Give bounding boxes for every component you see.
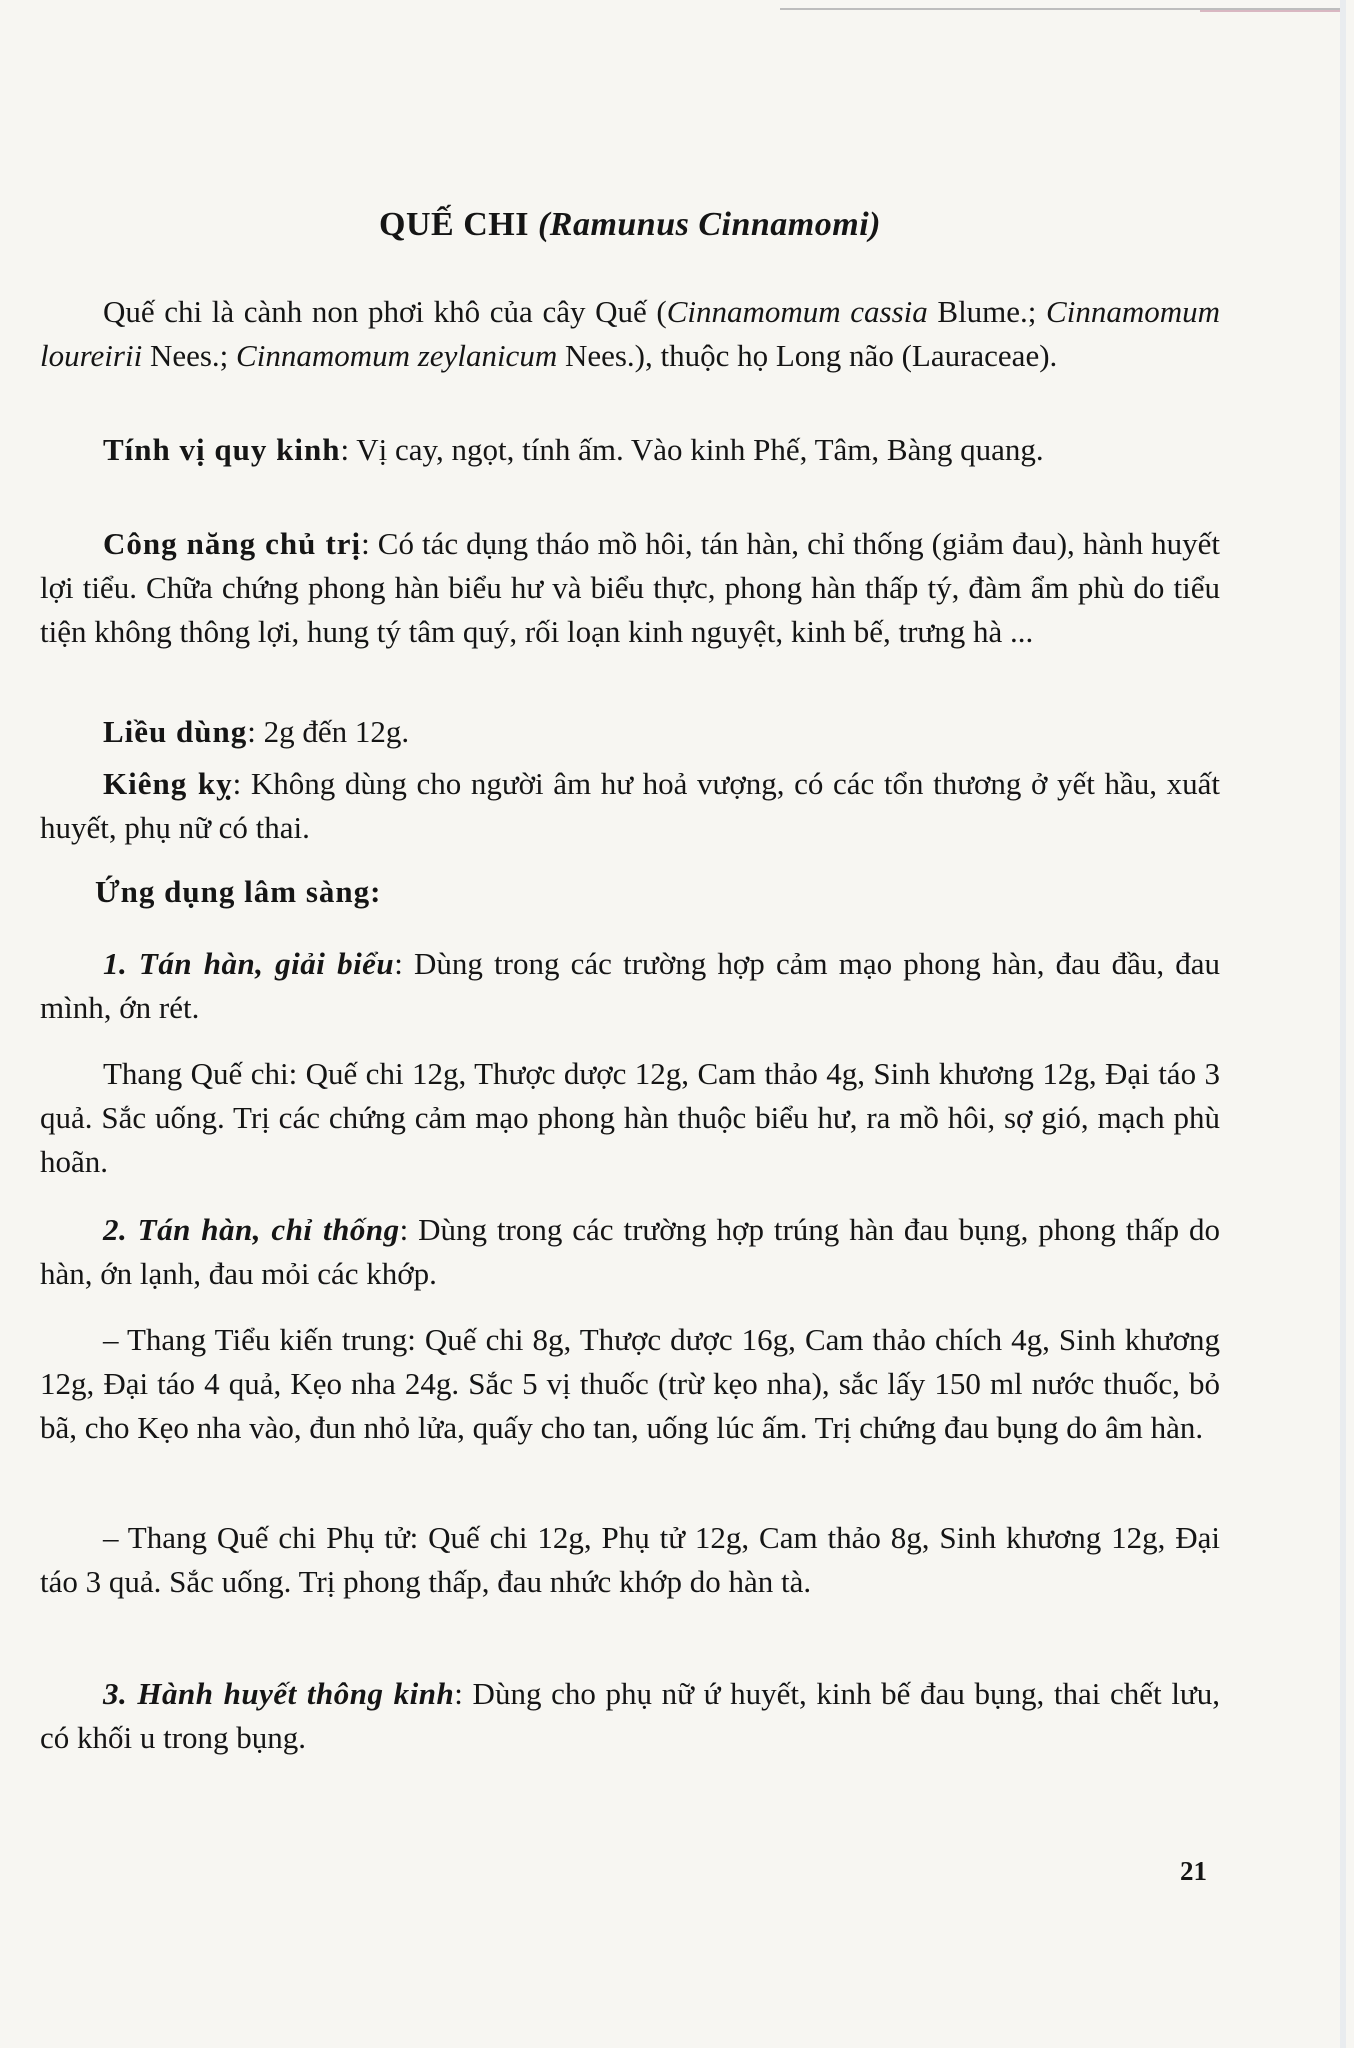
top-rule-accent xyxy=(1200,10,1340,12)
species-name-3: Cinnamomum zeylanicum xyxy=(236,338,558,373)
intro-paragraph xyxy=(40,290,1220,378)
section-2-formula-1: – Thang Tiểu kiến trung: Quế chi 8g, Thược dược 16g, Cam thảo chích 4g, Sinh khương 12g, Đại táo 4 quả, Kẹo nha 24g. Sắc 5 vị thuốc (trừ kẹo nha), sắc lấy 150 ml nước thuốc, bỏ bã, cho Kẹo nha vào, đun nhỏ lửa, quấy cho tan, uống lúc ấm. Trị chứng đau bụng do âm hàn. xyxy=(40,1322,1220,1445)
tinh-vi-text: : Vị cay, ngọt, tính ấm. Vào kinh Phế, Tâm, Bàng quang. xyxy=(340,432,1044,467)
kieng-ky-paragraph xyxy=(40,762,1220,850)
section-2-paragraph xyxy=(40,1208,1220,1296)
page-title xyxy=(40,206,1220,244)
lieu-dung-paragraph xyxy=(40,710,1220,754)
section-3-text: : Dùng cho phụ nữ ứ huyết, kinh bế đau bụng, thai chết lưu, có khối u trong bụng. xyxy=(40,1676,1220,1755)
title-main: QUẾ CHI xyxy=(379,206,529,243)
section-1-label: 1. Tán hàn, giải biểu xyxy=(103,946,395,981)
intro-text-1: Quế chi là cành non phơi khô của cây Quế ( xyxy=(103,294,667,329)
cong-nang-label: Công năng chủ trị xyxy=(103,526,362,561)
tinh-vi-paragraph xyxy=(40,428,1220,472)
kieng-ky-text: : Không dùng cho người âm hư hoả vượng, có các tổn thương ở yết hầu, xuất huyết, phụ nữ có thai. xyxy=(40,766,1220,845)
intro-text-3: Nees.; xyxy=(142,338,237,373)
section-2-label: 2. Tán hàn, chỉ thống xyxy=(103,1212,400,1247)
section-2-formula-2: – Thang Quế chi Phụ tử: Quế chi 12g, Phụ tử 12g, Cam thảo 8g, Sinh khương 12g, Đại táo 3 quả. Sắc uống. Trị phong thấp, đau nhức khớp do hàn tà. xyxy=(40,1520,1220,1599)
section-1-paragraph xyxy=(40,942,1220,1030)
lieu-dung-label: Liều dùng xyxy=(103,714,248,749)
section-3-paragraph xyxy=(40,1672,1220,1760)
intro-text-2: Blume.; xyxy=(927,294,1047,329)
title-latin: (Ramunus Cinnamomi) xyxy=(537,206,881,243)
species-name-1: Cinnamomum cassia xyxy=(666,294,928,329)
section-1-formula: Thang Quế chi: Quế chi 12g, Thược dược 12g, Cam thảo 4g, Sinh khương 12g, Đại táo 3 quả. Sắc uống. Trị các chứng cảm mạo phong hàn thuộc biểu hư, ra mồ hôi, sợ gió, mạch phù hoãn. xyxy=(40,1056,1220,1179)
section-2-text: : Dùng trong các trường hợp trúng hàn đau bụng, phong thấp do hàn, ớn lạnh, đau mỏi các khớp. xyxy=(40,1212,1220,1291)
tinh-vi-label: Tính vị quy kinh xyxy=(103,432,341,467)
lieu-dung-text: : 2g đến 12g. xyxy=(247,714,410,749)
section-3-label: 3. Hành huyết thông kinh xyxy=(103,1676,455,1711)
kieng-ky-label: Kiêng kỵ xyxy=(103,766,233,801)
ung-dung-heading-text: Ứng dụng lâm sàng: xyxy=(95,874,382,909)
species-name-2: Cinnamomum loureirii xyxy=(40,294,1220,373)
intro-text-4: Nees.), thuộc họ Long não (Lauraceae). xyxy=(557,338,1058,373)
cong-nang-text: : Có tác dụng tháo mồ hôi, tán hàn, chỉ thống (giảm đau), hành huyết lợi tiểu. Chữa chứng phong hàn biểu hư và biểu thực, phong hàn thấp tý, đàm ẩm phù do tiểu tiện không thông lợi, hung tý tâm quý, rối loạn kinh nguyệt, kinh bế, trưng hà ... xyxy=(40,526,1220,649)
section-1-text: : Dùng trong các trường hợp cảm mạo phong hàn, đau đầu, đau mình, ớn rét. xyxy=(40,946,1221,1025)
page-number: 21 xyxy=(1180,1856,1207,1886)
page-edge xyxy=(1340,0,1346,2048)
cong-nang-paragraph xyxy=(40,522,1220,654)
ung-dung-heading xyxy=(40,870,1220,914)
